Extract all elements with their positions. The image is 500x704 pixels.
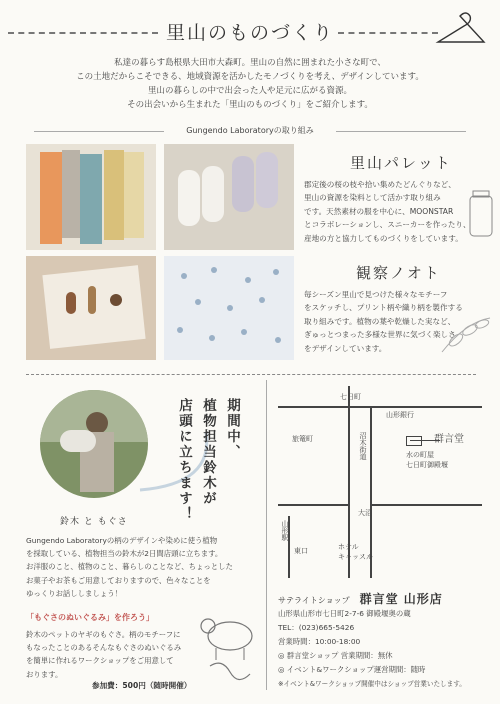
shop-tel: TEL：(023)665-5426 xyxy=(278,623,355,632)
workshop-line: おります。 xyxy=(26,669,63,679)
shop-event: ◎ イベント&ワークショップ運営期間：随時 xyxy=(278,665,426,674)
notice-col-2: 植物担当鈴木が xyxy=(200,398,216,507)
shop-name: 群言堂 山形店 xyxy=(359,592,443,606)
map-logo: 群言堂 xyxy=(434,434,464,445)
store-map xyxy=(278,386,482,578)
store-header xyxy=(278,590,484,607)
page-title-row xyxy=(0,18,500,48)
goat-doodle-icon xyxy=(196,602,262,686)
store-info xyxy=(278,590,484,691)
shop-type: サテライトショップ xyxy=(278,596,350,605)
note-line: 毎シーズン里山で見つけた様々なモチーフ xyxy=(304,290,448,299)
palette-line: 里山の資源を染料として活かす取り組み xyxy=(304,193,441,203)
portrait-caption: 鈴木 と もぐさ xyxy=(60,517,128,527)
photo-sneakers xyxy=(164,144,294,250)
shop-note: ※イベント&ワークショップ開催中はショップ営業いたします。 xyxy=(278,680,466,688)
satoyama-palette-text xyxy=(304,178,480,245)
photo-dyed-shirts xyxy=(26,144,156,250)
palette-line: です。天然素材の服を中心に、MOONSTAR xyxy=(304,206,454,216)
shop-address: 山形県山形市七日町2-7-6 御殿堰奥の蔵 xyxy=(278,609,411,618)
intro-line: この土地だからこそできる、地域資源を活かしたモノづくりを考え、デザインしています。 xyxy=(76,72,424,82)
note-line: をスケッチし、プリント柄や織り柄を製作する xyxy=(304,303,463,313)
workshop-fee: 参加費：500円（随時開催） xyxy=(92,681,192,690)
palette-line: とコラボレーションし、スニーカーを作ったり、 xyxy=(304,220,471,230)
staff-line: を採取している、植物担当の鈴木が2日間店頭に立ちます。 xyxy=(26,549,223,559)
observation-note-title: 観察ノオト xyxy=(356,264,441,282)
workshop-title: 「もぐさのぬいぐるみ」を作ろう」 xyxy=(26,613,154,622)
palette-line: 産地の方と協力してものづくりをしています。 xyxy=(304,233,463,243)
section-divider xyxy=(26,374,476,375)
jar-icon xyxy=(466,188,496,240)
staff-line: お菓子やお茶もご用意しておりますので、色々なことを xyxy=(26,575,211,585)
note-line: ぎゅっとつまった多様な世界に気づく楽しさ xyxy=(304,330,456,340)
section-heading: Gungendo Laboratoryの取り組み xyxy=(186,126,314,135)
photo-print-dress xyxy=(164,256,294,360)
map-label-nanokamachi: 七日町 xyxy=(340,393,361,401)
hanger-icon xyxy=(430,8,490,52)
shop-closed: ◎ 群言堂ショップ 営業期間：無休 xyxy=(278,651,393,660)
shop-hours: 営業時間：10:00-18:00 xyxy=(278,637,361,646)
note-line: をデザインしています。 xyxy=(304,343,387,353)
notice-col-1: 期間中、 xyxy=(224,398,240,460)
map-label-hotel-castle: ホテル キャッスル xyxy=(338,543,373,561)
staff-line: ゆっくりお話ししましょう！ xyxy=(26,588,123,598)
shop-marker xyxy=(406,436,422,446)
staff-text xyxy=(26,534,262,600)
satoyama-palette-title: 里山パレット xyxy=(350,154,452,172)
map-label-yamagata-station: 山形駅 xyxy=(281,520,289,541)
workshop-line: 鈴木のペットのヤギのもぐさ。柄のモチーフに xyxy=(26,630,181,639)
workshop-text xyxy=(26,628,196,681)
map-label-onkaname: 旅篭町 xyxy=(292,435,313,443)
note-line: 取り組みです。植物の葉や乾燥した実など、 xyxy=(304,316,456,326)
workshop-line: もなったことのあるそんなもぐさのぬいぐるみ xyxy=(26,643,182,653)
intro-line: その出会いから生まれた「里山のものづくり」をご紹介します。 xyxy=(127,100,373,110)
leaf-sketch-icon xyxy=(436,312,494,358)
vertical-divider xyxy=(266,380,267,690)
palette-line: 郡定後の桜の枝や拾い集めたどんぐりなど、 xyxy=(304,180,456,189)
map-label-oonuma: 大沼 xyxy=(358,509,372,517)
workshop-line: を簡単に作れるワークショップをご用意して xyxy=(26,656,174,666)
title-dash-right xyxy=(338,32,438,34)
photo-botanical-sketch xyxy=(26,256,156,360)
map-label-numagi: 沼木街道 xyxy=(359,432,367,460)
map-label-shop-building: 水の町屋 七日町御殿堰 xyxy=(406,451,448,469)
intro-line: 私達の暮らす島根県大田市大森町。里山の自然に囲まれた小さな町で、 xyxy=(114,58,386,68)
notice-col-3: 店頭に立ちます！ xyxy=(176,398,192,522)
staff-line: Gungendo Laboratoryの柄のデザインや染めに使う植物 xyxy=(26,536,218,545)
staff-line: お洋服のこと、植物のこと、暮らしのことなど、ちょっとした xyxy=(26,562,233,572)
map-label-higashiguchi: 東口 xyxy=(294,547,308,555)
section-line-right xyxy=(336,131,466,132)
page-title: 里山のものづくり xyxy=(165,22,334,44)
section-heading-row xyxy=(0,124,500,138)
map-label-yamagata-bank: 山形銀行 xyxy=(386,411,414,419)
intro-line: 里山の暮らしの中で出会った人や足元に広がる資源。 xyxy=(147,86,352,96)
intro-text xyxy=(40,56,460,112)
